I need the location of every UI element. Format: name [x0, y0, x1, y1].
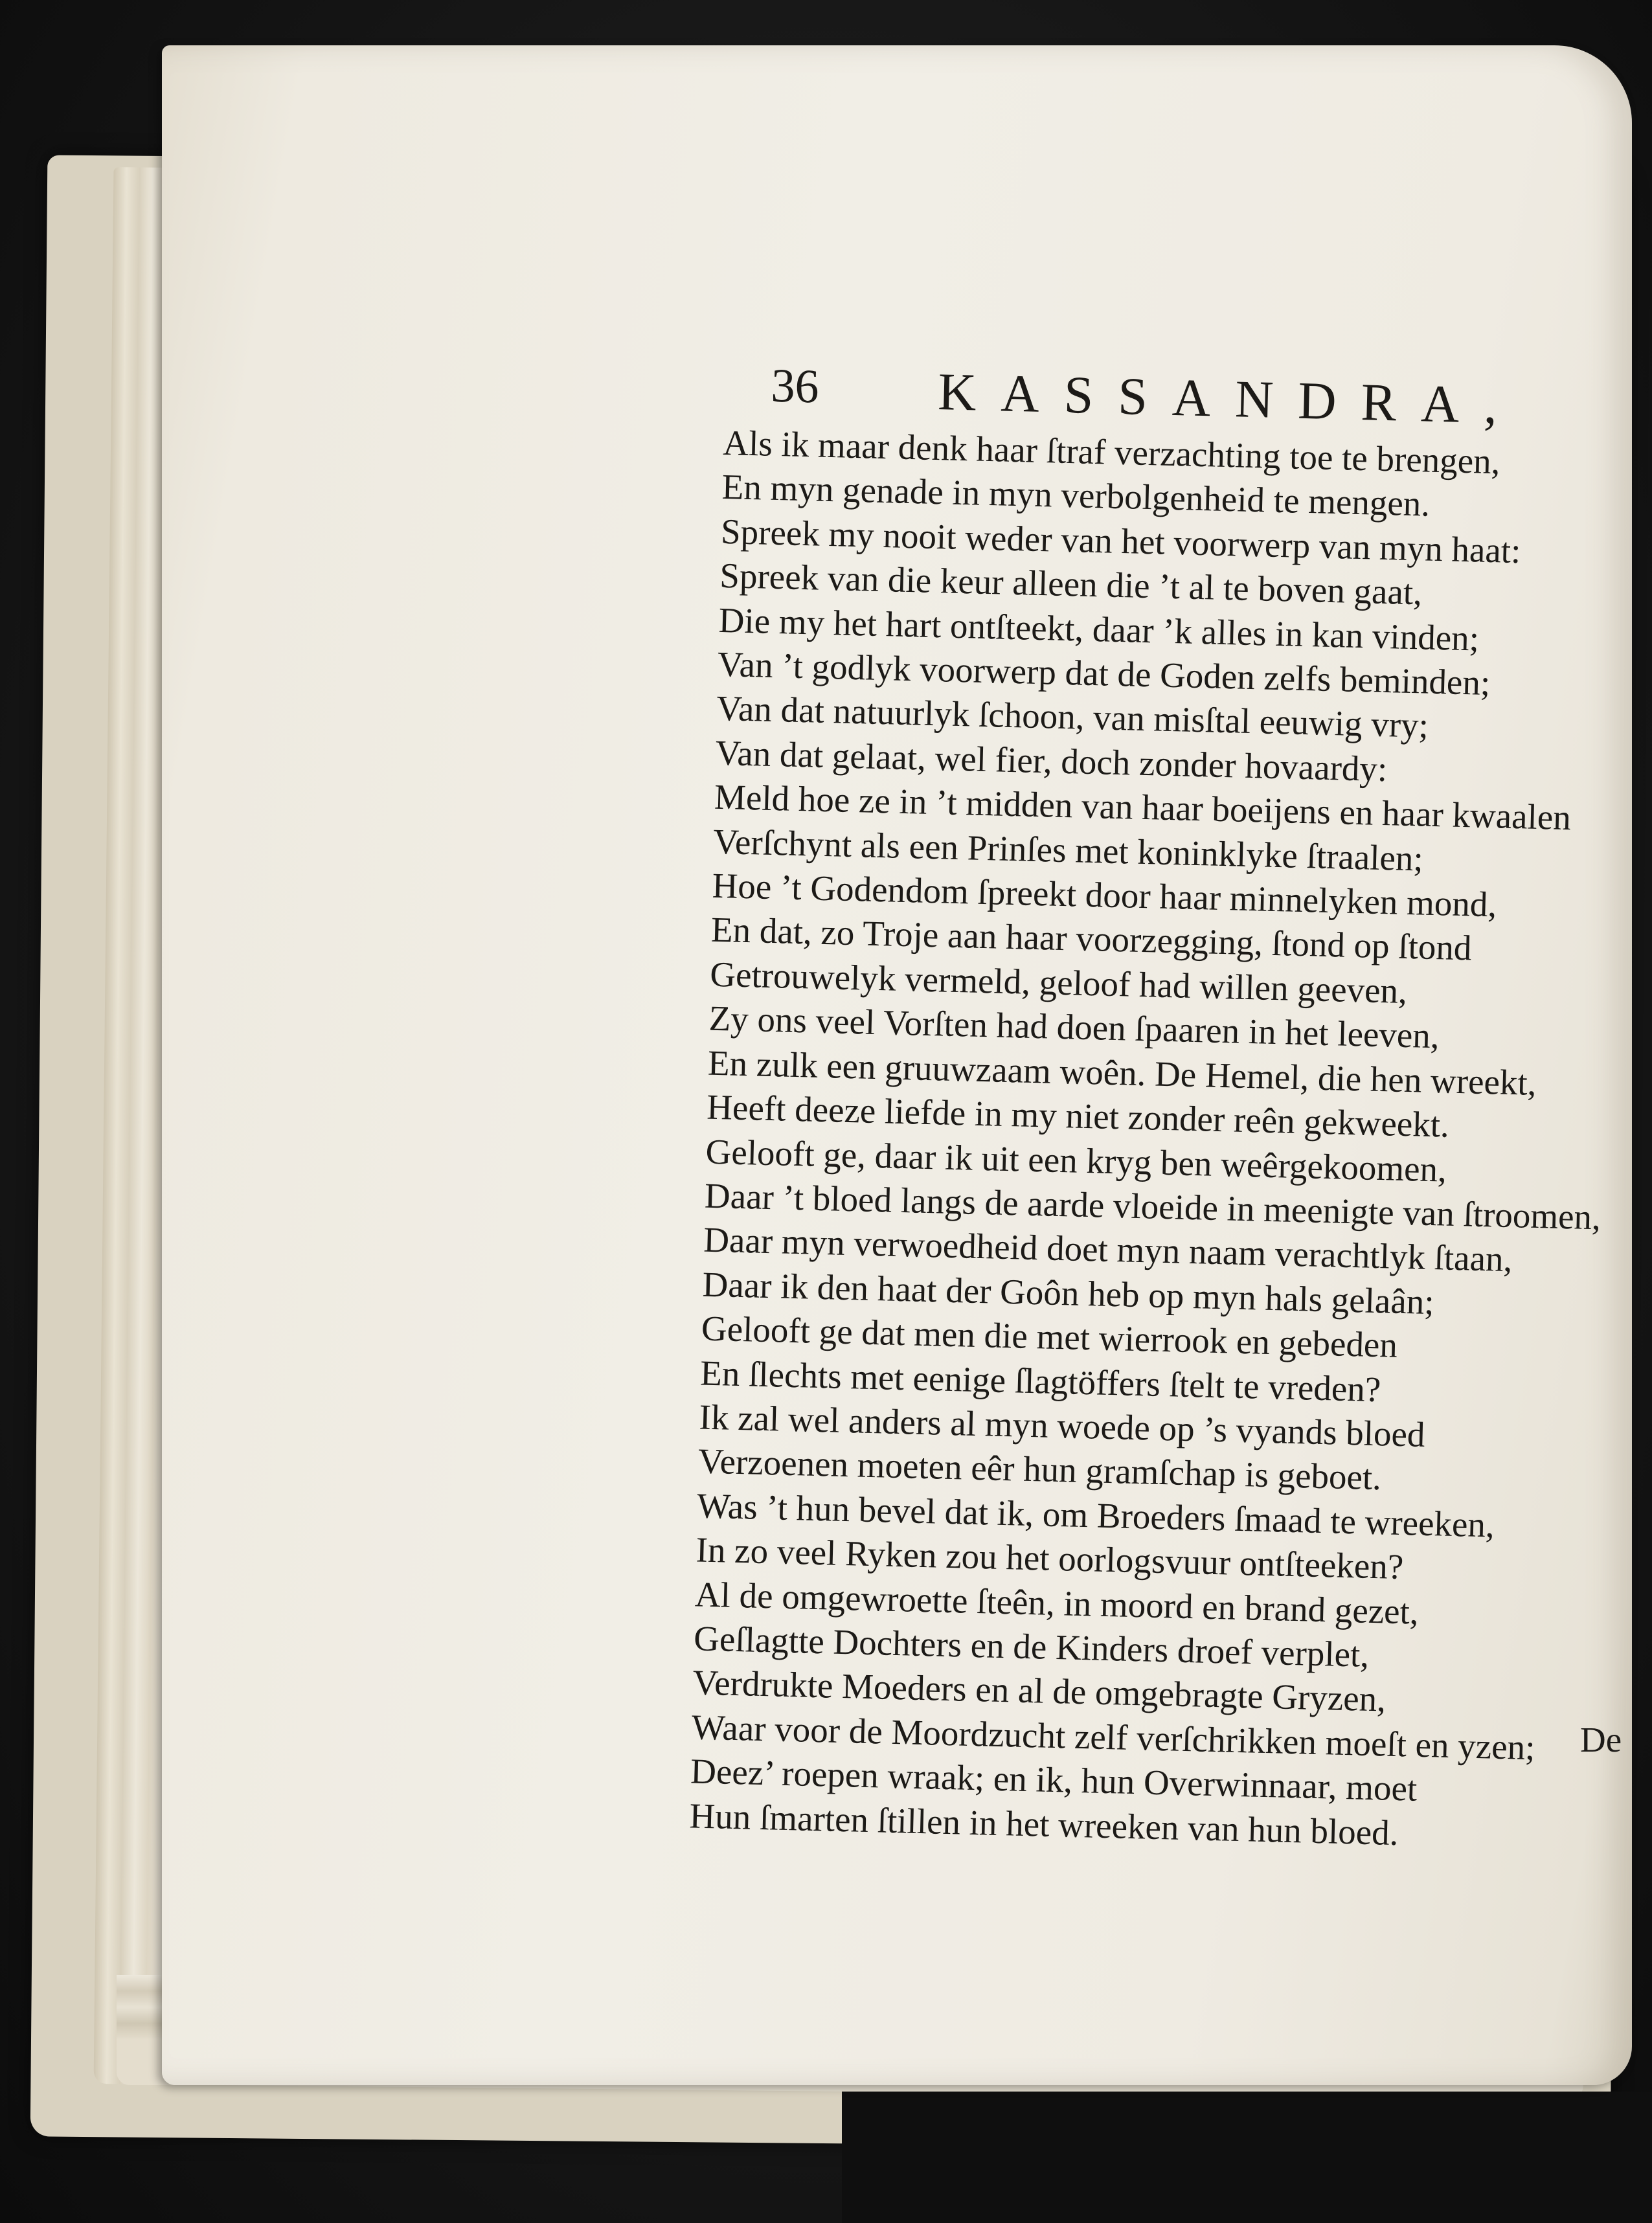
- verse-line: Al de omgewroette ſteên, in moord en brand gezet,: [694, 1574, 1420, 1632]
- verse-line: Spreek my nooit weder van het voorwerp van myn haat:: [720, 511, 1522, 570]
- verse-line: Van ’t godlyk voorwerp dat de Goden zelfs beminden;: [717, 644, 1491, 703]
- verse-line: Meld hoe ze in ’t midden van haar boeijens en haar kwaalen: [714, 777, 1572, 838]
- text-block: [689, 350, 1632, 1860]
- verse-line: Van dat natuurlyk ſchoon, van misſtal eeuwig vry;: [716, 688, 1429, 746]
- verse-line: Als ik maar denk haar ſtraf verzachting toe te brengen,: [722, 422, 1501, 482]
- verse-line: En myn genade in myn verbolgenheid te mengen.: [721, 467, 1431, 525]
- verse-line: Verzoenen moeten eêr hun gramſchap is geboet.: [697, 1441, 1382, 1498]
- verse-line: En dat, zo Troje aan haar voorzegging, ſtond op ſtond: [710, 910, 1473, 968]
- verse-line: In zo veel Ryken zou het oorlogsvuur ontſteeken?: [695, 1529, 1405, 1587]
- verse-line: Hoe ’t Godendom ſpreekt door haar minnelyken mond,: [712, 865, 1497, 925]
- verse-line: En ſlechts met eenige ſlagtöffers ſtelt te vreden?: [699, 1353, 1382, 1409]
- verse-line: Daar ik den haat der Goôn heb op myn hals gelaân;: [701, 1264, 1435, 1322]
- verse-line: Verſchynt als een Prinſes met koninklyke ſtraalen;: [712, 821, 1424, 879]
- verse-line: Verdrukte Moeders en al de omgebragte Gryzen,: [692, 1662, 1386, 1719]
- verse-line: Geſlagtte Dochters en de Kinders droef verplet,: [693, 1618, 1370, 1675]
- verse-line: Waar voor de Moordzucht zelf verſchrikken moeſt en yzen;: [691, 1707, 1536, 1767]
- verse-line: En zulk een gruuwzaam woên. De Hemel, die hen wreekt,: [707, 1043, 1537, 1103]
- verse-line: Gelooft ge dat men die met wierrook en gebeden: [701, 1308, 1398, 1365]
- verse-line: Zy ons veel Vorſten had doen ſpaaren in het leeven,: [708, 998, 1440, 1056]
- verse-line: Van dat gelaat, wel fier, doch zonder hovaardy:: [715, 732, 1388, 789]
- verse-line: Getrouwelyk vermeld, geloof had willen geeven,: [709, 954, 1408, 1011]
- verse-line: Ik zal wel anders al myn woede op ’s vyands bloed: [698, 1397, 1426, 1454]
- verse-line: Heeft deeze liefde in my niet zonder reên gekweekt.: [706, 1087, 1450, 1145]
- verse-line: Gelooft ge, daar ik uit een kryg ben weêrgekoomen,: [705, 1131, 1447, 1190]
- verse-line: Hun ſmarten ſtillen in het wreeken van hun bloed.: [688, 1795, 1399, 1853]
- verse-line: Was ’t hun bevel dat ik, om Broeders ſmaad te wreeken,: [696, 1485, 1495, 1545]
- running-head: KASSANDRA,: [937, 362, 1523, 436]
- book-page: [162, 45, 1632, 2085]
- verse-line: Daar myn verwoedheid doet myn naam verachtlyk ſtaan,: [703, 1219, 1513, 1280]
- verse: [689, 421, 1630, 1860]
- verse-line: Daar ’t bloed langs de aarde vloeide in meenigte van ſtroomen,: [704, 1175, 1601, 1237]
- verse-line: Die my het hart ontſteekt, daar ’k alles in kan vinden;: [718, 600, 1480, 659]
- verse-line: Spreek van die keur alleen die ’t al te boven gaat,: [719, 556, 1423, 613]
- page-number: 36: [770, 359, 820, 414]
- verse-line: Deez’ roepen wraak; en ik, hun Overwinnaar, moet: [690, 1751, 1418, 1809]
- catchword: De: [1580, 1720, 1622, 1759]
- desk-corner: [842, 2092, 1652, 2223]
